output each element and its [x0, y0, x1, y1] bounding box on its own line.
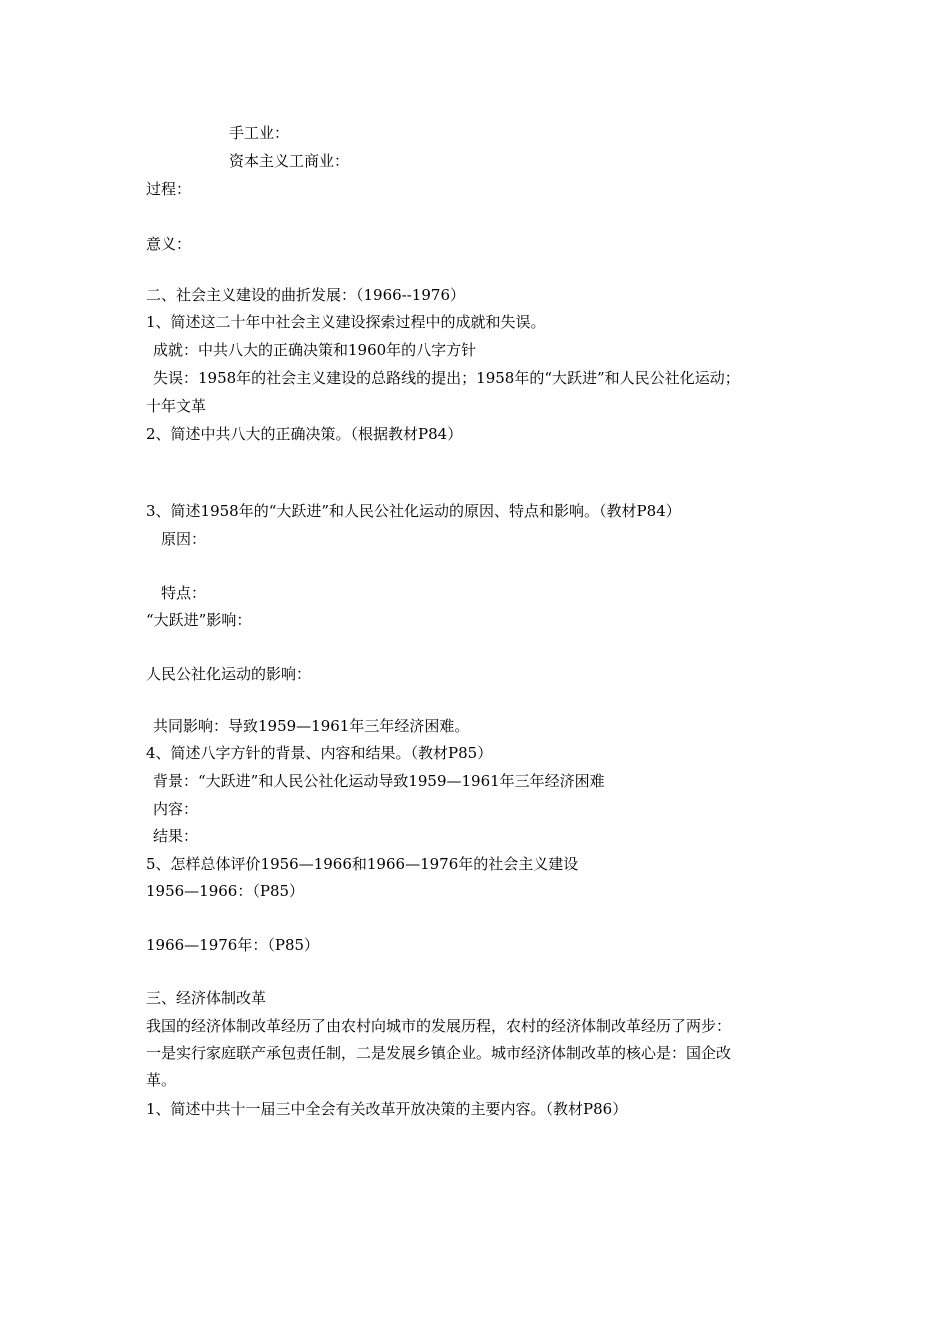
section-heading-3: 三、经济体制改革 [146, 989, 267, 1007]
text-line-achievements: 成就：中共八大的正确决策和1960年的八字方针 [153, 341, 477, 359]
section-heading-2: 二、社会主义建设的曲折发展：（1966--1976） [146, 286, 465, 304]
question-5: 5、怎样总体评价1956—1966和1966—1976年的社会主义建设 [146, 855, 579, 873]
text-line-handicraft: 手工业： [229, 124, 290, 142]
text-line-significance: 意义： [146, 235, 192, 253]
text-line-great-leap-impact: “大跃进”影响： [146, 611, 252, 629]
question-2: 2、简述中共八大的正确决策。（根据教材P84） [146, 425, 463, 443]
question-3: 3、简述1958年的“大跃进”和人民公社化运动的原因、特点和影响。（教材P84） [146, 502, 681, 520]
text-line-reform-end: 革。 [146, 1071, 177, 1089]
text-line-reform-steps: 一是实行家庭联产承包责任制，二是发展乡镇企业。城市经济体制改革的核心是：国企改 [146, 1044, 732, 1062]
text-line-causes: 原因： [161, 530, 207, 548]
text-line-mistakes: 失误：1958年的社会主义建设的总路线的提出；1958年的“大跃进”和人民公社化运动； [153, 369, 740, 387]
text-line-capitalist-commerce: 资本主义工商业： [229, 152, 350, 170]
text-line-common-impact: 共同影响：导致1959—1961年三年经济困难。 [153, 717, 470, 735]
question-1: 1、简述这二十年中社会主义建设探索过程中的成就和失误。 [146, 313, 546, 331]
text-line-background: 背景：“大跃进”和人民公社化运动导致1959—1961年三年经济困难 [153, 772, 605, 790]
text-line-1966-1976: 1966—1976年：（P85） [146, 936, 320, 954]
text-line-content: 内容： [153, 800, 199, 818]
question-4: 4、简述八字方针的背景、内容和结果。（教材P85） [146, 744, 493, 762]
text-line-features: 特点： [161, 584, 207, 602]
question-third-plenum: 1、简述中共十一届三中全会有关改革开放决策的主要内容。（教材P86） [146, 1100, 628, 1118]
text-line-1956-1966: 1956—1966：（P85） [146, 882, 305, 900]
text-line-cultural-revolution: 十年文革 [146, 397, 207, 415]
text-line-reform-intro: 我国的经济体制改革经历了由农村向城市的发展历程，农村的经济体制改革经历了两步： [146, 1017, 732, 1035]
text-line-commune-impact: 人民公社化运动的影响： [146, 665, 312, 683]
text-line-process: 过程： [146, 180, 192, 198]
text-line-result: 结果： [153, 827, 199, 845]
